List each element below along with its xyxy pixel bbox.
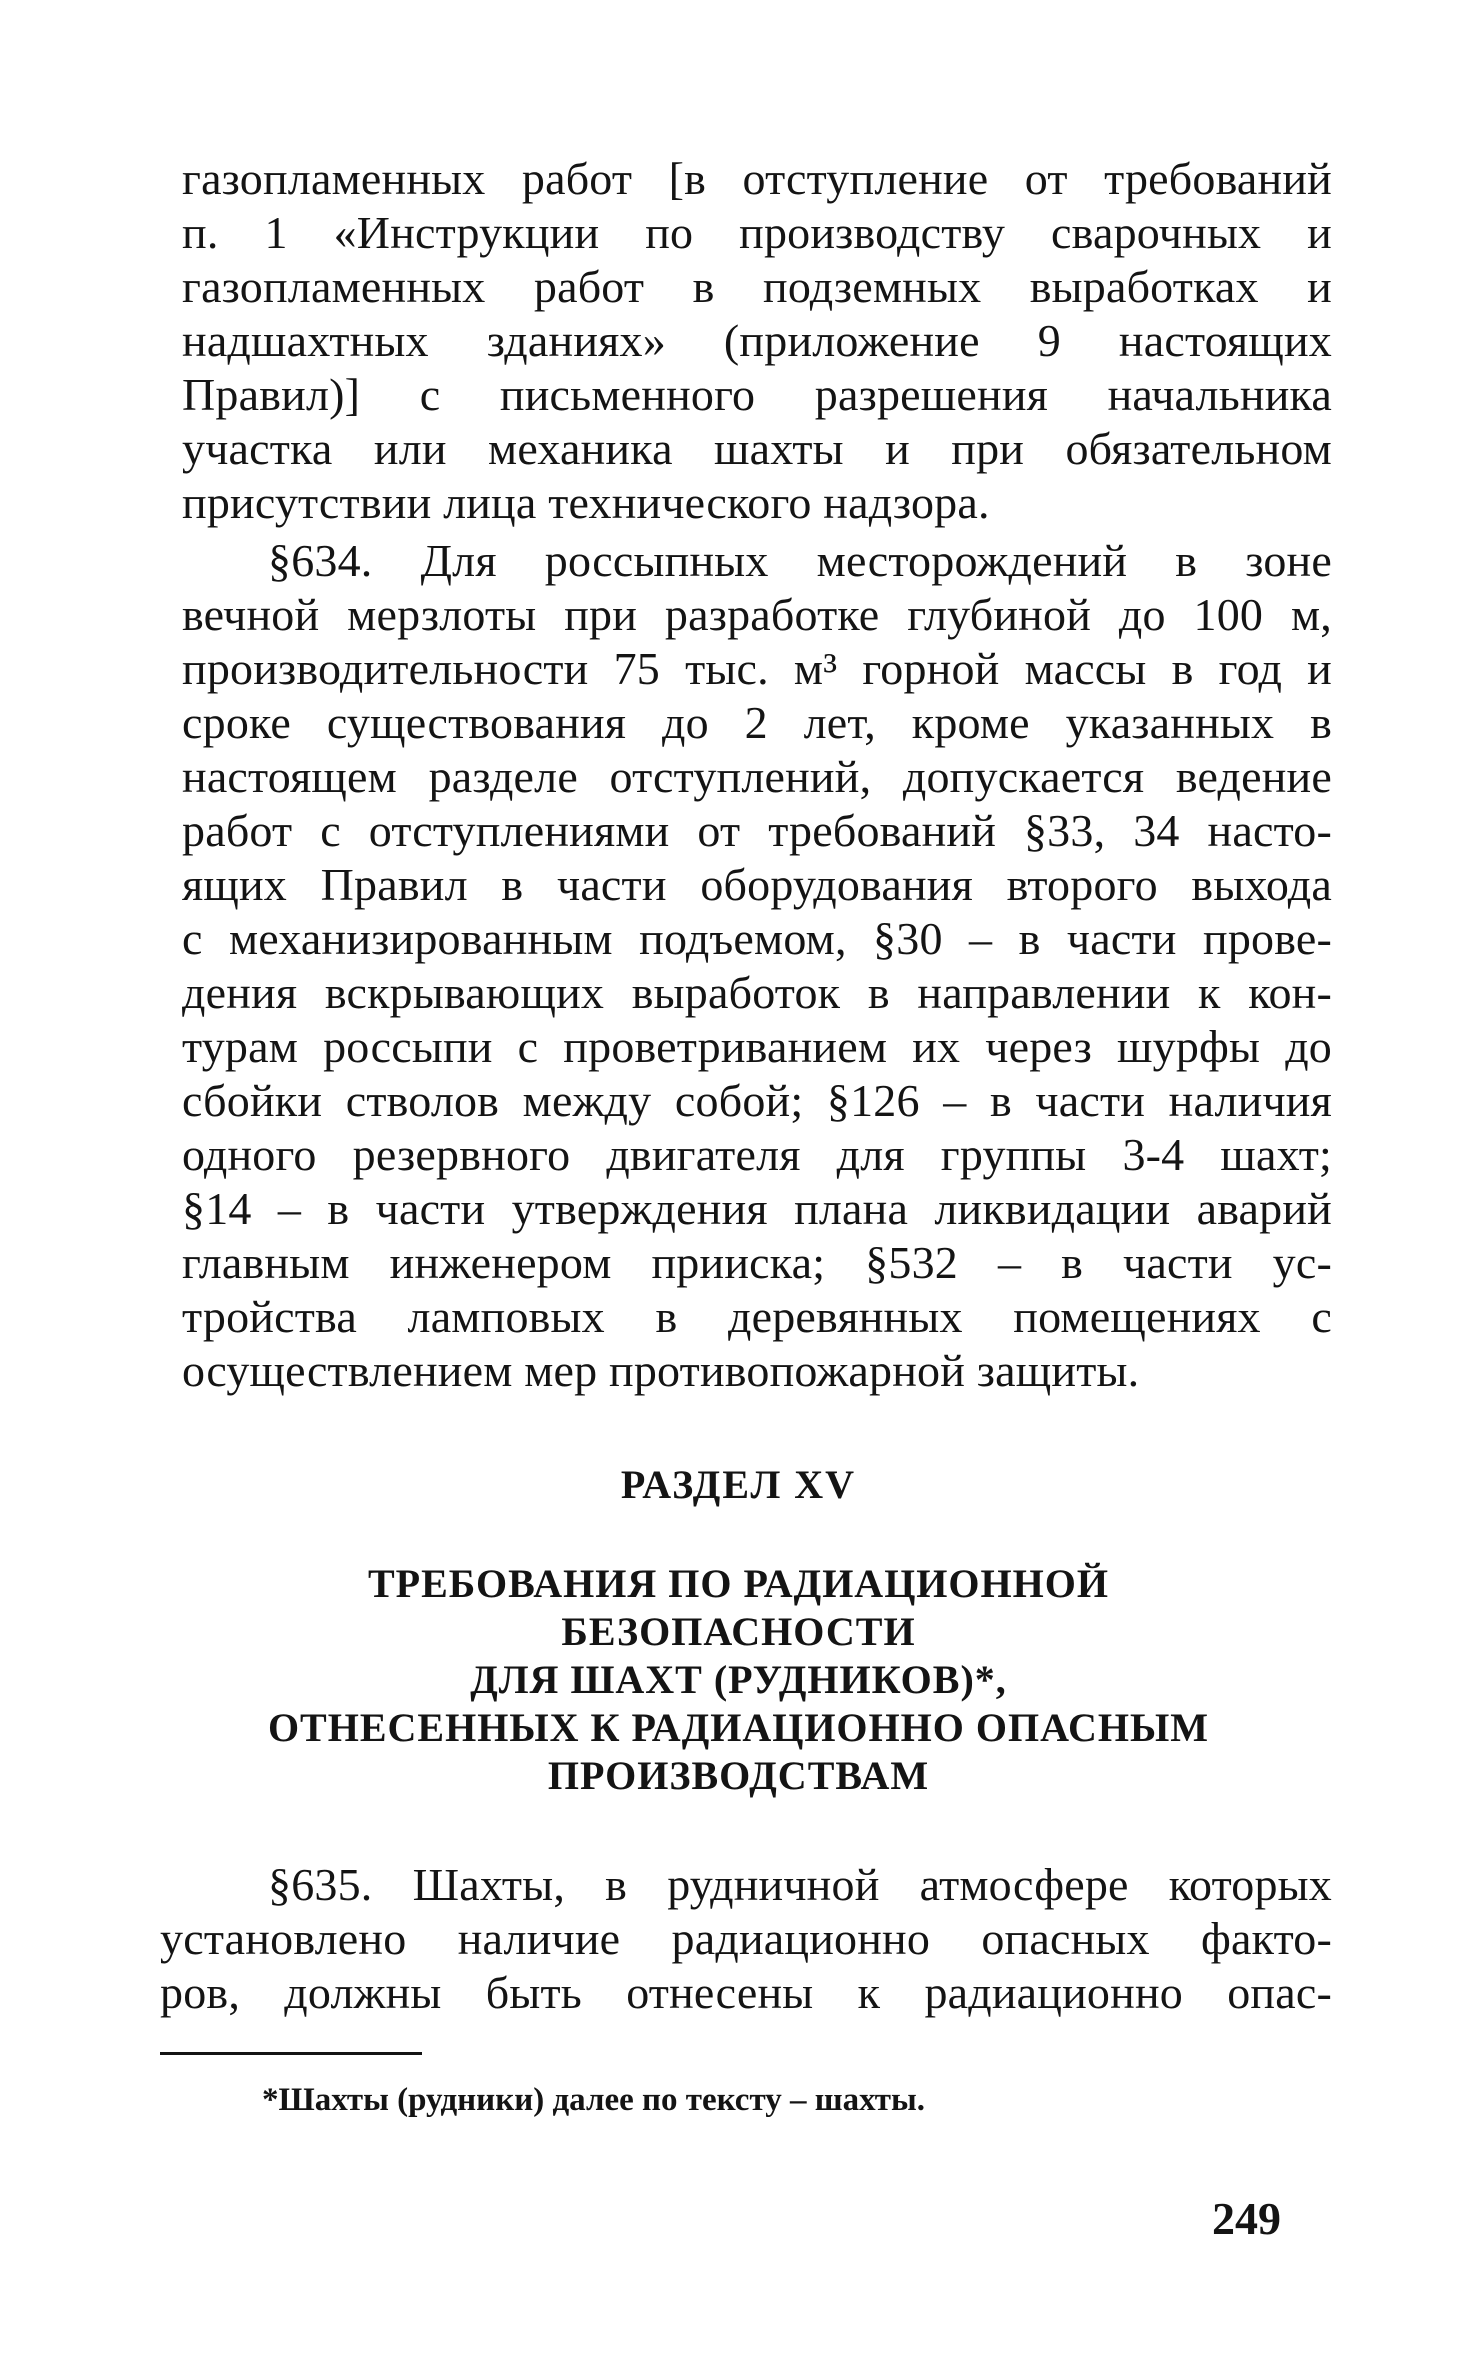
paragraph-634-line: настоящем разделе отступлений, допускается ведение (182, 751, 1332, 802)
paragraph-635-line: §635. Шахты, в рудничной атмосфере которых (268, 1859, 1332, 1910)
text-line: участка или механика шахты и при обязательном (182, 423, 1332, 474)
paragraph-634-line: турам россыпи с проветриванием их через шурфы до (182, 1021, 1332, 1072)
paragraph-635-line: установлено наличие радиационно опасных факто- (160, 1913, 1332, 1964)
paragraph-634-line: с механизированным подъемом, §30 – в части прове- (182, 913, 1332, 964)
paragraph-634-line: §634. Для россыпных месторождений в зоне (268, 535, 1332, 586)
page-number: 249 (1212, 2193, 1281, 2244)
paragraph-634-line: сроке существования до 2 лет, кроме указанных в (182, 697, 1332, 748)
footnote: *Шахты (рудники) далее по тексту – шахты. (262, 2082, 925, 2118)
paragraph-634-line: осуществлением мер противопожарной защиты. (182, 1345, 1140, 1396)
paragraph-634-line: главным инженером прииска; §532 – в части ус- (182, 1237, 1332, 1288)
text-line: газопламенных работ [в отступление от требований (182, 153, 1332, 204)
section-heading-line: ТРЕБОВАНИЯ ПО РАДИАЦИОННОЙ (368, 1561, 1109, 1606)
section-heading-line: БЕЗОПАСНОСТИ (561, 1609, 916, 1654)
paragraph-634-line: работ с отступлениями от требований §33, 34 насто- (182, 805, 1332, 856)
text-line: п. 1 «Инструкции по производству сварочных и (182, 207, 1332, 258)
section-heading-line: ПРОИЗВОДСТВАМ (547, 1753, 930, 1798)
paragraph-634-line: сбойки стволов между собой; §126 – в части наличия (182, 1075, 1332, 1126)
text-line: надшахтных зданиях» (приложение 9 настоящих (182, 315, 1332, 366)
paragraph-635-line: ров, должны быть отнесены к радиационно опас- (160, 1967, 1332, 2018)
paragraph-634-line: дения вскрывающих выработок в направлении к кон- (182, 967, 1332, 1018)
section-title: РАЗДЕЛ XV (620, 1462, 857, 1507)
paragraph-634-line: тройства ламповых в деревянных помещениях с (182, 1291, 1332, 1342)
section-heading-line: ОТНЕСЕННЫХ К РАДИАЦИОННО ОПАСНЫМ (267, 1705, 1210, 1750)
footnote-divider (160, 2052, 422, 2055)
text-line: Правил)] с письменного разрешения начальника (182, 369, 1332, 420)
paragraph-634-line: производительности 75 тыс. м³ горной массы в год и (182, 643, 1332, 694)
text-line: газопламенных работ в подземных выработках и (182, 261, 1332, 312)
paragraph-634-line: одного резервного двигателя для группы 3-4 шахт; (182, 1129, 1332, 1180)
paragraph-634-line: вечной мерзлоты при разработке глубиной до 100 м, (182, 589, 1332, 640)
section-heading-line: ДЛЯ ШАХТ (РУДНИКОВ)*, (470, 1657, 1007, 1702)
text-line: присутствии лица технического надзора. (182, 477, 990, 528)
paragraph-634-line: §14 – в части утверждения плана ликвидации аварий (182, 1183, 1332, 1234)
paragraph-634-line: ящих Правил в части оборудования второго выхода (182, 859, 1332, 910)
